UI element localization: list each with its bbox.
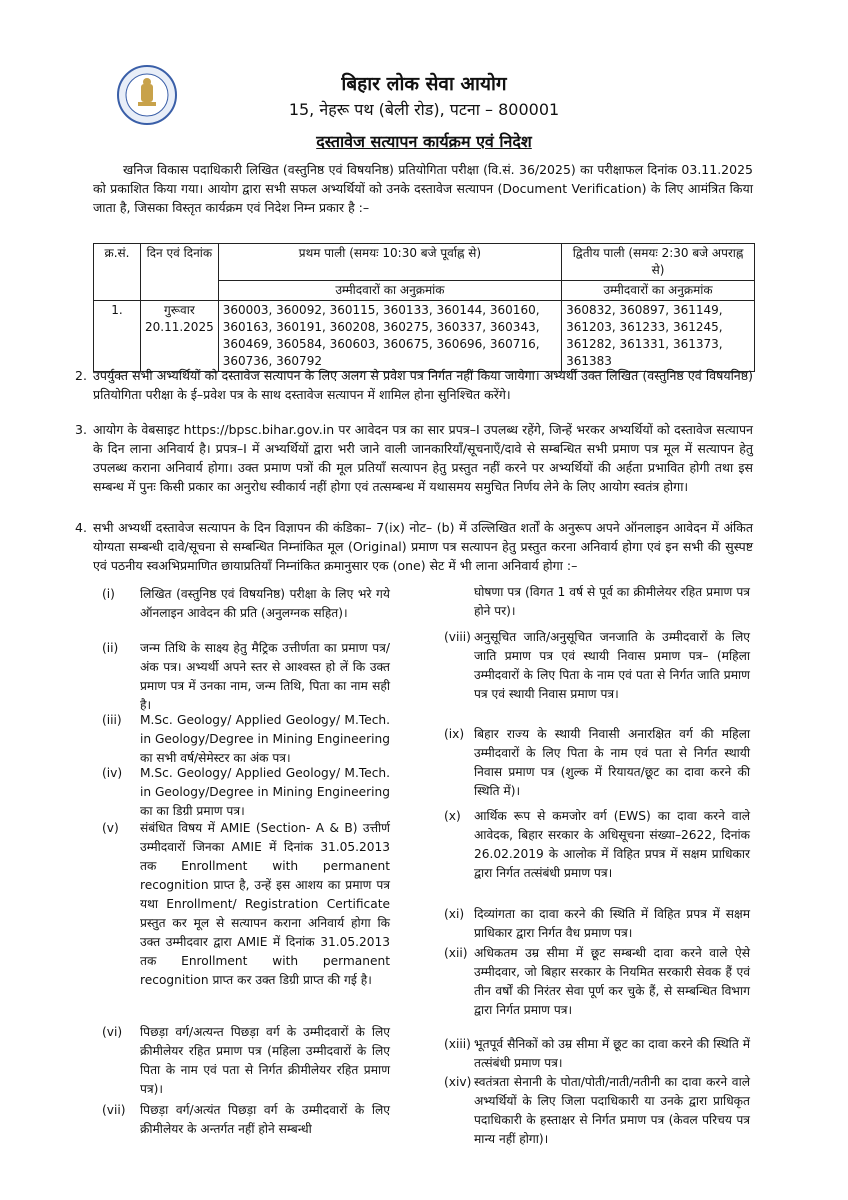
list-item xyxy=(444,905,750,943)
item-number: (viii) xyxy=(444,630,471,644)
list-item xyxy=(444,725,750,801)
intro-paragraph: खनिज विकास पदाधिकारी लिखित (वस्तुनिष्ठ एवं विषयनिष्ठ) प्रतियोगिता परीक्षा (वि.सं. 36/2025) का परीक्षाफल दिनांक 03.11.2025 को प्रकाशित किया गया। आयोग द्वारा सभी सफल अभ्यर्थियों को उनके दस्तावेज सत्यापन (Document Verification) के लिए आमंत्रित किया जाता है, जिसका विस्तृत कार्यक्रम एवं निदेश निम्न प्रकार है :– xyxy=(93,162,753,215)
paragraph-2-number: 2. xyxy=(75,368,87,383)
cell-day: गुरूवार xyxy=(163,303,195,317)
item-number: (xiv) xyxy=(444,1075,472,1089)
list-item xyxy=(102,1023,390,1099)
item-number: (xiii) xyxy=(444,1037,471,1051)
list-item xyxy=(444,628,750,704)
cell-serial: 1. xyxy=(94,301,141,372)
item-text: अनुसूचित जाति/अनुसूचित जनजाति के उम्मीदवारों के लिए जाति प्रमाण पत्र एवं स्थायी निवास प्रमाण पत्र– (महिला उम्मीदवारों के लिए पिता के नाम एवं पता से निर्गत जाति प्रमाण पत्र एवं स्थायी निवास प्रमाण पत्र। xyxy=(474,630,750,701)
item-number: (ii) xyxy=(102,641,119,655)
item-text: स्वतंत्रता सेनानी के पोता/पोती/नाती/नतीनी का दावा करने वाले अभ्यर्थियों के लिए जिला पदाधिकारी या उनके द्वारा प्राधिकृत पदाधिकारी के हस्ताक्षर से निर्गत प्रमाण पत्र (केवल परिचय पत्र मान्य नहीं होगा)। xyxy=(474,1075,750,1146)
paragraph-2 xyxy=(75,366,753,404)
item-number: (iv) xyxy=(102,766,123,780)
table-header-row xyxy=(94,244,755,281)
paragraph-2-text: उपर्युक्त सभी अभ्यर्थियों को दस्तावेज सत्यापन के लिए अलग से प्रवेश पत्र निर्गत नहीं किया जायेगा। अभ्यर्थी उक्त लिखित (वस्तुनिष्ठ एवं विषयनिष्ठ) प्रतियोगिता परीक्षा के ई–प्रवेश पत्र के साथ दस्तावेज सत्यापन में शामिल होना सुनिश्चित करेंगे। xyxy=(93,368,753,402)
paragraph-3-text: आयोग के वेबसाइट https://bpsc.bihar.gov.in पर आवेदन पत्र का सार प्रपत्र–I उपलब्ध रहेंगे, जिन्हें भरकर अभ्यर्थियों को दस्तावेज सत्यापन के दिन लाना अनिवार्य है। प्रपत्र–I में अभ्यर्थियों द्वारा भरी जाने वाली जानकारियाँ/सूचनाएँ/दावे से सम्बन्धित सभी प्रमाण पत्र मूल में सत्यापन हेतु उपलब्ध कराना अनिवार्य होगा। उक्त प्रमाण पत्रों की मूल प्रतियाँ सत्यापन हेतु प्रस्तुत नहीं करने पर अभ्यर्थियों की अर्हता प्रभावित होगी तथा इस सम्बन्ध में पुनः किसी प्रकार का अनुरोध स्वीकार्य नहीं होगा एवं तत्सम्बन्ध में यथासमय समुचित निर्णय लेने के लिए आयोग स्वतंत्र होगा। xyxy=(93,422,753,494)
item-text: पिछड़ा वर्ग/अत्यन्त पिछड़ा वर्ग के उम्मीदवारों के लिए क्रीमीलेयर रहित प्रमाण पत्र (महिला उम्मीदवारों के लिए पिता के नाम एवं पता से निर्गत क्रीमीलेयर रहित प्रमाण पत्र)। xyxy=(140,1025,390,1096)
item-number: (ix) xyxy=(444,727,465,741)
cell-day-date xyxy=(141,301,219,372)
item-text: जन्म तिथि के साक्ष्य हेतु मैट्रिक उत्तीर्णता का प्रमाण पत्र/अंक पत्र। अभ्यर्थी अपने स्तर से आश्वस्त हो लें कि उक्त प्रमाण पत्र में उनका नाम, जन्म तिथि, पिता का नाम सही है। xyxy=(140,641,390,712)
org-name: बिहार लोक सेवा आयोग xyxy=(341,73,507,95)
list-item-continuation: घोषणा पत्र (विगत 1 वर्ष से पूर्व का क्रीमीलेयर रहित प्रमाण पत्र होने पर)। xyxy=(474,585,750,618)
table-row xyxy=(94,301,755,372)
item-number: (vii) xyxy=(102,1103,126,1117)
org-address: 15, नेहरू पथ (बेली रोड), पटना – 800001 xyxy=(288,100,560,119)
item-number: (xi) xyxy=(444,907,465,921)
cell-date: 20.11.2025 xyxy=(145,320,214,334)
item-number: (x) xyxy=(444,809,461,823)
item-number: (v) xyxy=(102,821,119,835)
item-text: पिछड़ा वर्ग/अत्यंत पिछड़ा वर्ग के उम्मीदवारों के लिए क्रीमीलेयर के अन्तर्गत नहीं होने सम्बन्धी xyxy=(140,1103,390,1136)
paragraph-4 xyxy=(75,518,753,575)
header-second-shift-roll: उम्मीदवारों का अनुक्रमांक xyxy=(562,281,755,301)
list-item xyxy=(102,1101,390,1139)
item-number: (iii) xyxy=(102,713,122,727)
paragraph-3 xyxy=(75,420,753,496)
cell-first-shift-rolls: 360003, 360092, 360115, 360133, 360144, 360160, 360163, 360191, 360208, 360275, 360337, 360343, 360469, 360584, 360603, 360675, 360696, 360716, 360736, 360792 xyxy=(218,301,561,372)
item-text: दिव्यांगता का दावा करने की स्थिति में विहित प्रपत्र में सक्षम प्राधिकार द्वारा निर्गत वैध प्रमाण पत्र। xyxy=(474,907,750,940)
list-item xyxy=(444,1073,750,1149)
item-text: M.Sc. Geology/ Applied Geology/ M.Tech. in Geology/Degree in Mining Engineering का का डिग्री प्रमाण पत्र। xyxy=(140,766,390,818)
paragraph-4-text: सभी अभ्यर्थी दस्तावेज सत्यापन के दिन विज्ञापन की कंडिका– 7(ix) नोट– (b) में उल्लिखित शर्तों के अनुरूप अपने ऑनलाइन आवेदन में अंकित योग्यता सम्बन्धी दावे/सूचना से सम्बन्धित निम्नांकित मूल (Original) प्रमाण पत्र सत्यापन हेतु प्रस्तुत करना अनिवार्य होगा एवं इन सभी की सुस्पष्ट एवं पठनीय स्वअभिप्रमाणित छायाप्रतियाँ निम्नांकित क्रमानुसार एक (one) सेट में भी लाना अनिवार्य होगा :– xyxy=(93,520,753,573)
document-title: दस्तावेज सत्यापन कार्यक्रम एवं निदेश xyxy=(316,132,532,151)
list-item xyxy=(102,764,390,821)
item-text: बिहार राज्य के स्थायी निवासी अनारक्षित वर्ग की महिला उम्मीदवारों के लिए पिता के नाम एवं पता से निर्गत स्थायी निवास प्रमाण पत्र (शुल्क में रियायत/छूट का दावा करने की स्थिति में)। xyxy=(474,727,750,798)
item-text: आर्थिक रूप से कमजोर वर्ग (EWS) का दावा करने वाले आवेदक, बिहार सरकार के अधिसूचना संख्या–2622, दिनांक 26.02.2019 के आलोक में विहित प्रपत्र में सक्षम प्राधिकार द्वारा निर्गत तत्संबंधी प्रमाण पत्र। xyxy=(474,809,750,880)
item-text: लिखित (वस्तुनिष्ठ एवं विषयनिष्ठ) परीक्षा के लिए भरे गये ऑनलाइन आवेदन की प्रति (अनुलग्नक सहित)। xyxy=(140,587,390,620)
list-item xyxy=(444,807,750,883)
header-first-shift: प्रथम पाली (समयः 10:30 बजे पूर्वाह्न से) xyxy=(218,244,561,281)
list-item xyxy=(102,585,390,623)
header-second-shift: द्वितीय पाली (समयः 2:30 बजे अपराह्न से) xyxy=(562,244,755,281)
item-number: (vi) xyxy=(102,1025,123,1039)
header-serial: क्र.सं. xyxy=(94,244,141,301)
paragraph-3-number: 3. xyxy=(75,422,87,437)
item-text: संबंधित विषय में AMIE (Section- A & B) उत्तीर्ण उम्मीदवारों जिनका AMIE में दिनांक 31.05.2013 तक Enrollment with permanent recognition प्राप्त है, उन्हें इस आशय का प्रमाण पत्र यथा Enrollment/ Registration Certificate प्रस्तुत कर मूल से सत्यापन कराना अनिवार्य होगा कि उक्त उम्मीदवार द्वारा AMIE में दिनांक 31.05.2013 तक Enrollment with permanent recognition प्राप्त कर उक्त डिग्री प्राप्त की गई है। xyxy=(140,821,390,987)
list-item xyxy=(102,819,390,990)
item-text: भूतपूर्व सैनिकों को उम्र सीमा में छूट का दावा करने की स्थिति में तत्संबंधी प्रमाण पत्र। xyxy=(474,1037,750,1070)
list-item xyxy=(102,639,390,715)
list-item xyxy=(102,711,390,768)
cell-second-shift-rolls: 360832, 360897, 361149, 361203, 361233, 361245, 361282, 361331, 361373, 361383 xyxy=(562,301,755,372)
header-first-shift-roll: उम्मीदवारों का अनुक्रमांक xyxy=(218,281,561,301)
item-text: M.Sc. Geology/ Applied Geology/ M.Tech. in Geology/Degree in Mining Engineering का सभी वर्ष/सेमेस्टर का अंक पत्र। xyxy=(140,713,390,765)
item-number: (i) xyxy=(102,587,115,601)
list-item xyxy=(444,944,750,1020)
paragraph-4-number: 4. xyxy=(75,520,87,535)
schedule-table xyxy=(93,243,755,372)
bpsc-seal-logo xyxy=(116,64,178,126)
header-day-date: दिन एवं दिनांक xyxy=(141,244,219,301)
list-item xyxy=(444,1035,750,1073)
item-number: (xii) xyxy=(444,946,468,960)
item-text: अधिकतम उम्र सीमा में छूट सम्बन्धी दावा करने वाले ऐसे उम्मीदवार, जो बिहार सरकार के नियमित सरकारी सेवक हैं एवं तीन वर्षों की निरंतर सेवा पूर्ण कर चुके हैं, से सम्बन्धित विभाग द्वारा निर्गत प्रमाण पत्र। xyxy=(474,946,750,1017)
